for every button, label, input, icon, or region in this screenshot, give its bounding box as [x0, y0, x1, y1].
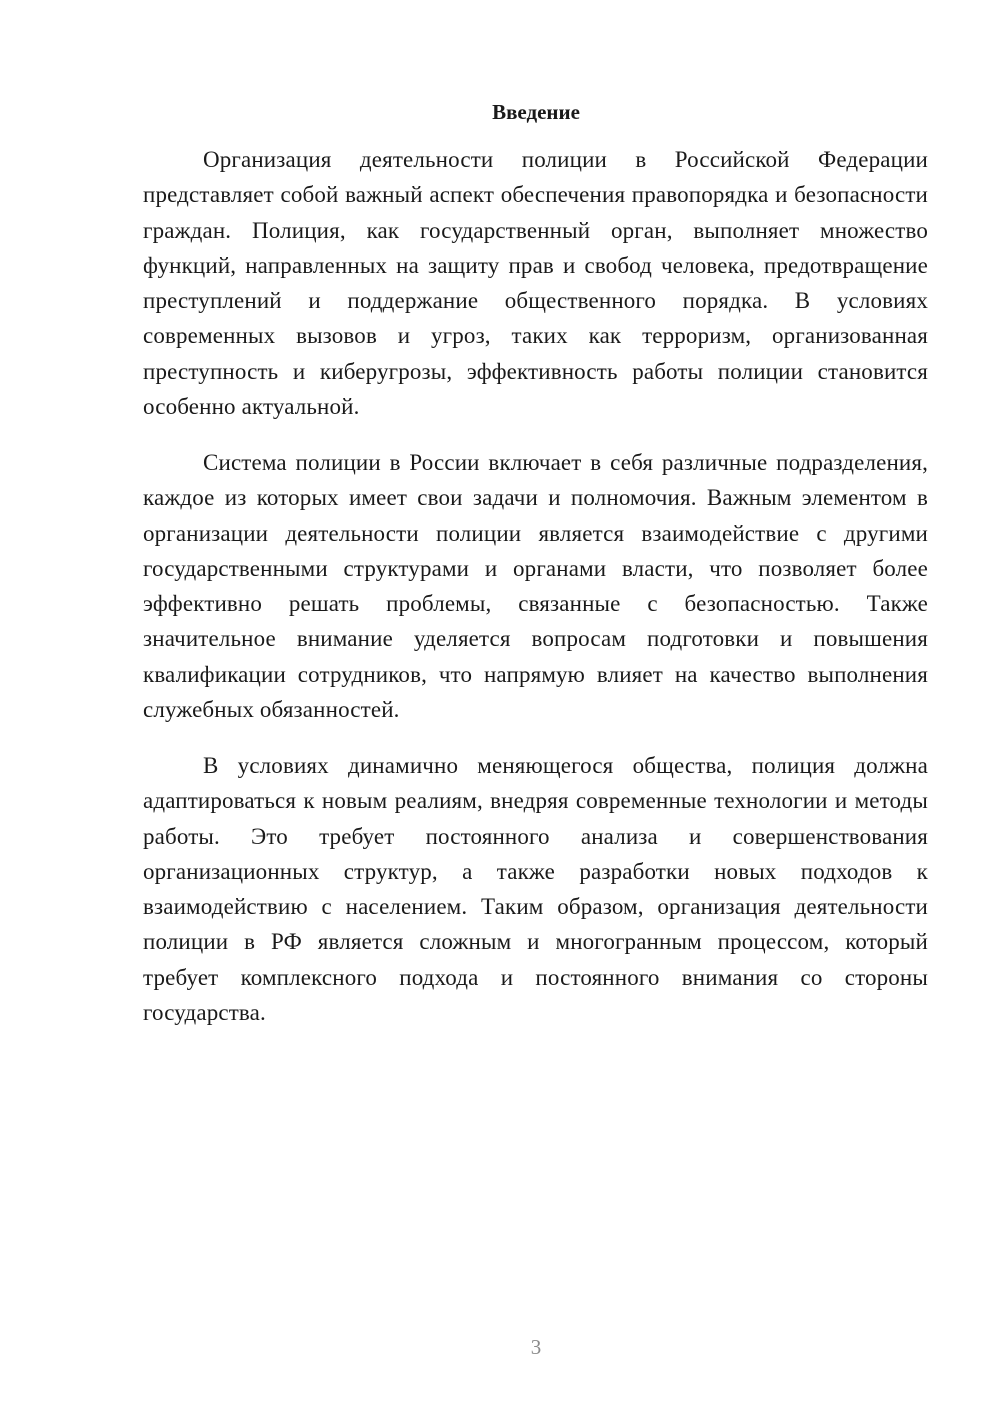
paragraph-1: Организация деятельности полиции в Российской Федерации представляет собой важный аспект обеспечения правопорядка и безопасности граждан. Полиция, как государственный орган, выполняет множество функций, направленных на защиту прав и свобод человека, предотвращение преступлений и поддержание общественного порядка. В условиях современных вызовов и угроз, таких как терроризм, организованная преступность и киберугрозы, эффективность работы полиции становится особенно актуальной. — [143, 147, 928, 420]
page-title: Введение — [492, 100, 580, 124]
paragraph-3: В условиях динамично меняющегося общества, полиция должна адаптироваться к новым реалиям, внедряя современные технологии и методы работы. Это требует постоянного анализа и совершенствования организационных структур, а также разработки новых подходов к взаимодействию с населением. Таким образом, организация деятельности полиции в РФ является сложным и многогранным процессом, который требует комплексного подхода и постоянного внимания со стороны государства. — [143, 753, 928, 1026]
page-number: 3 — [530, 1335, 542, 1359]
paragraph-2: Система полиции в России включает в себя различные подразделения, каждое из которых имеет свои задачи и полномочия. Важным элементом в организации деятельности полиции является взаимодействие с другими государственными структурами и органами власти, что позволяет более эффективно решать проблемы, связанные с безопасностью. Также значительное внимание уделяется вопросам подготовки и повышения квалификации сотрудников, что напрямую влияет на качество выполнения служебных обязанностей. — [143, 450, 928, 723]
